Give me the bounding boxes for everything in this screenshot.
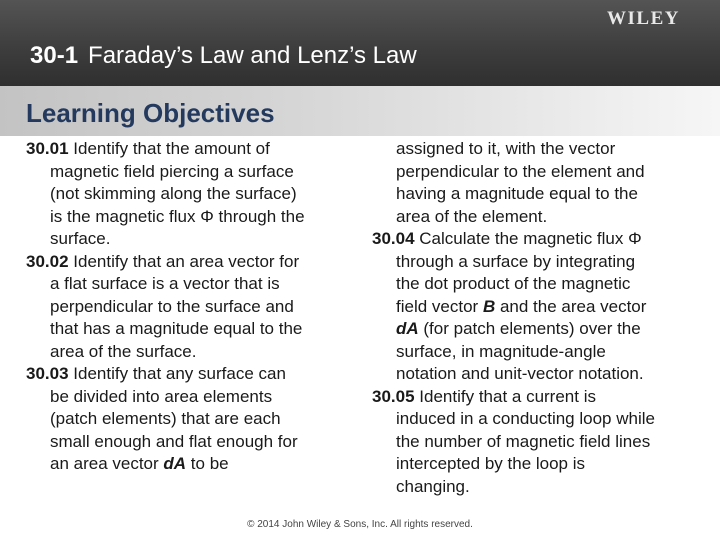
objective-30-01 — [26, 138, 356, 251]
slide-title — [30, 42, 417, 70]
objective-text-end: to be — [186, 454, 229, 473]
field-vector-symbol: B — [482, 296, 496, 316]
objective-number: 30.02 — [26, 251, 69, 271]
objective-number: 30.03 — [26, 364, 69, 383]
right-column — [372, 138, 712, 498]
objectives-band — [0, 86, 720, 136]
area-vector-symbol: dA — [163, 454, 187, 473]
objective-text: Identify that an area vector for a flat surface is a vector that is perpendicular to the surface and that has a magnitude equal to the area of the surface. — [50, 251, 303, 361]
objective-30-03 — [26, 363, 356, 476]
objective-number: 30.04 — [372, 229, 415, 248]
objective-30-02 — [26, 251, 356, 364]
objective-text-end: (for patch elements) over the surface, in magnitude-angle notation and unit-vector notation. — [396, 319, 644, 383]
copyright-footer: © 2014 John Wiley & Sons, Inc. All rights reserved. — [247, 519, 473, 530]
objective-text-mid: and the area vector — [499, 296, 647, 316]
section-number: 30-1 — [30, 42, 79, 69]
objective-text: Identify that a current is induced in a conducting loop while the number of magnetic field lines intercepted by the loop is changing. — [396, 386, 655, 496]
objectives-heading: Learning Objectives — [26, 98, 275, 128]
objective-30-05 — [372, 386, 712, 499]
title-bar — [0, 0, 720, 86]
objective-text: Calculate the magnetic flux Φ through a surface by integrating the dot product of the magnetic field vector — [396, 229, 642, 316]
objective-30-03-continuation: assigned to it, with the vector perpendicular to the element and having a magnitude equal to the area of the element. — [396, 139, 645, 226]
objective-number: 30.05 — [372, 386, 415, 406]
publisher-logo: WILEY — [607, 8, 680, 29]
objective-text: Identify that the amount of magnetic field piercing a surface (not skimming along the surface) is the magnetic flux Φ through the surface. — [50, 139, 305, 248]
objective-text: Identify that any surface can be divided into area elements (patch elements) that are each small enough and flat enough for an area vector — [50, 364, 298, 473]
objective-number: 30.01 — [26, 139, 69, 158]
left-column — [26, 138, 356, 476]
section-title: Faraday’s Law and Lenz’s Law — [88, 42, 417, 69]
area-vector-symbol: dA — [396, 319, 419, 338]
objective-30-04 — [372, 228, 712, 386]
